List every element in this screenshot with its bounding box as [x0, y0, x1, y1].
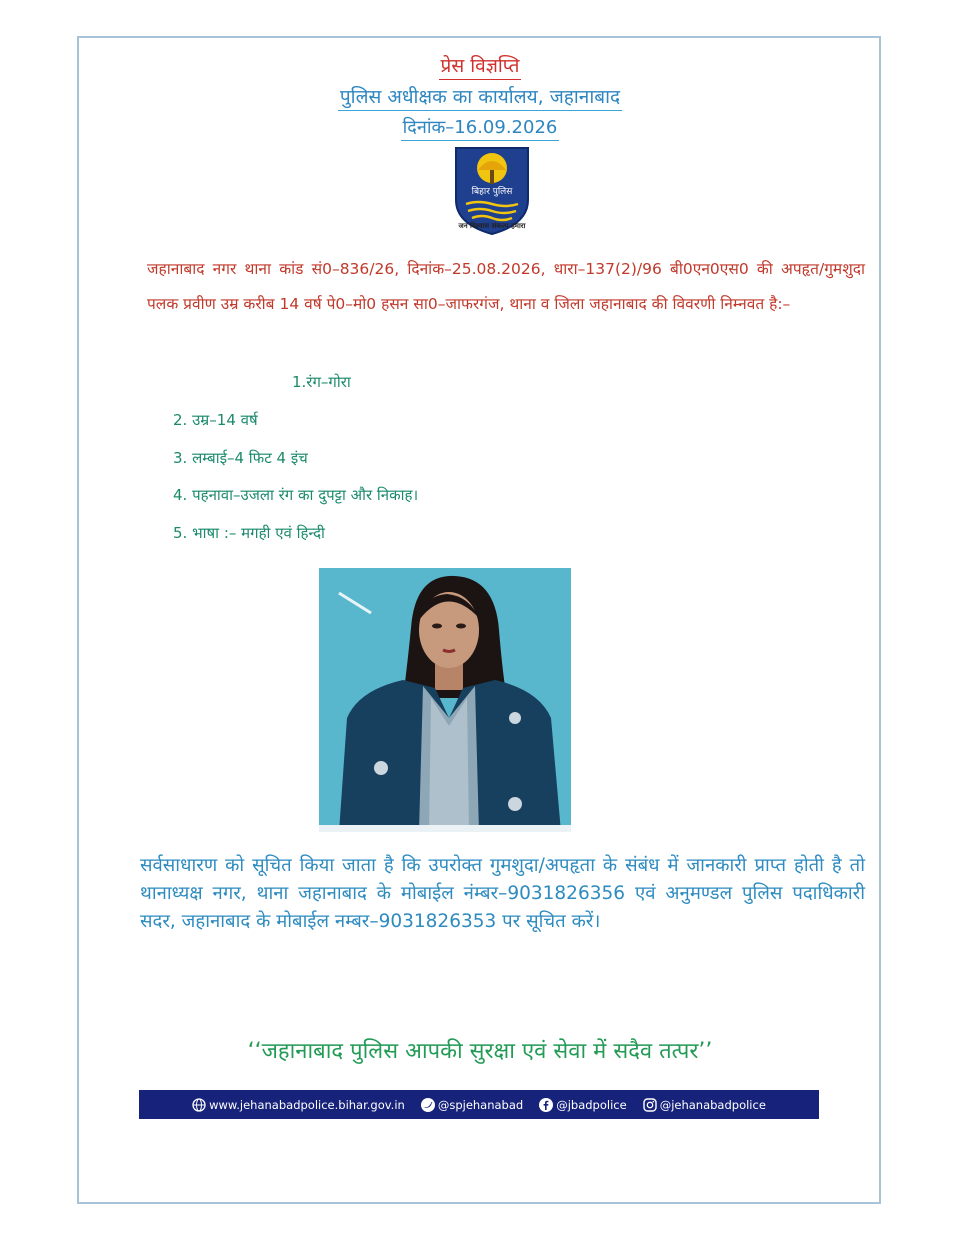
footer-facebook[interactable] [539, 1098, 626, 1112]
missing-person-photo [319, 568, 571, 832]
facebook-icon [539, 1098, 553, 1112]
contact-footer [139, 1090, 819, 1119]
twitter-handle: @spjehanabad [437, 1097, 524, 1112]
facebook-handle: @jbadpolice [556, 1097, 627, 1112]
footer-instagram[interactable] [643, 1098, 766, 1112]
detail-language: 5. भाषा :– मगही एवं हिन्दी [173, 524, 325, 542]
detail-height: 3. लम्बाई–4 फिट 4 इंच [173, 449, 308, 467]
detail-age: 2. उम्र–14 वर्ष [173, 411, 258, 429]
twitter-icon [421, 1098, 435, 1112]
detail-attire: 4. पहनावा–उजला रंग का दुपट्टा और निकाह। [173, 486, 419, 504]
police-slogan: ‘‘जहानाबाद पुलिस आपकी सुरक्षा एवं सेवा में सदैव तत्पर’’ [247, 1039, 713, 1064]
press-release-title: प्रेस विज्ञप्ति [0, 55, 960, 80]
office-name: पुलिस अधीक्षक का कार्यालय, जहानाबाद [0, 86, 960, 111]
footer-twitter[interactable] [421, 1098, 523, 1112]
public-notice: सर्वसाधारण को सूचित किया जाता है कि उपरोक्त गुमशुदा/अपहृता के संबंध में जानकारी प्राप्त होती है तो थानाध्यक्ष नगर, थाना जहानाबाद के मोबाईल नंम्बर–9031826356 एवं अनुमण्डल पुलिस पदाधिकारी सदर, जहानाबाद के मोबाईल नम्बर–9031826353 पर सूचित करें। [140, 855, 865, 932]
release-date: दिनांक–16.09.2026 [0, 117, 960, 141]
emblem-label: बिहार पुलिस [471, 187, 513, 197]
instagram-handle: @jehanabadpolice [659, 1097, 766, 1112]
instagram-icon [643, 1098, 657, 1112]
detail-complexion: 1.रंग–गोरा [292, 373, 351, 391]
globe-icon [192, 1098, 206, 1112]
emblem-motto: जन विश्वास संकल्प हमारा [458, 222, 526, 230]
case-intro: जहानाबाद नगर थाना कांड सं0–836/26, दिनांक–25.08.2026, धारा–137(2)/96 बी0एन0एस0 की अपहृत/गुमशुदा पलक प्रवीण उम्र करीब 14 वर्ष पे0–मो0 हसन सा0–जाफरगंज, थाना व जिला जहानाबाद की विवरणी निम्नवत है:– [147, 260, 865, 313]
website-text: www.jehanabadpolice.bihar.gov.in [209, 1097, 405, 1112]
footer-website[interactable] [192, 1098, 405, 1112]
